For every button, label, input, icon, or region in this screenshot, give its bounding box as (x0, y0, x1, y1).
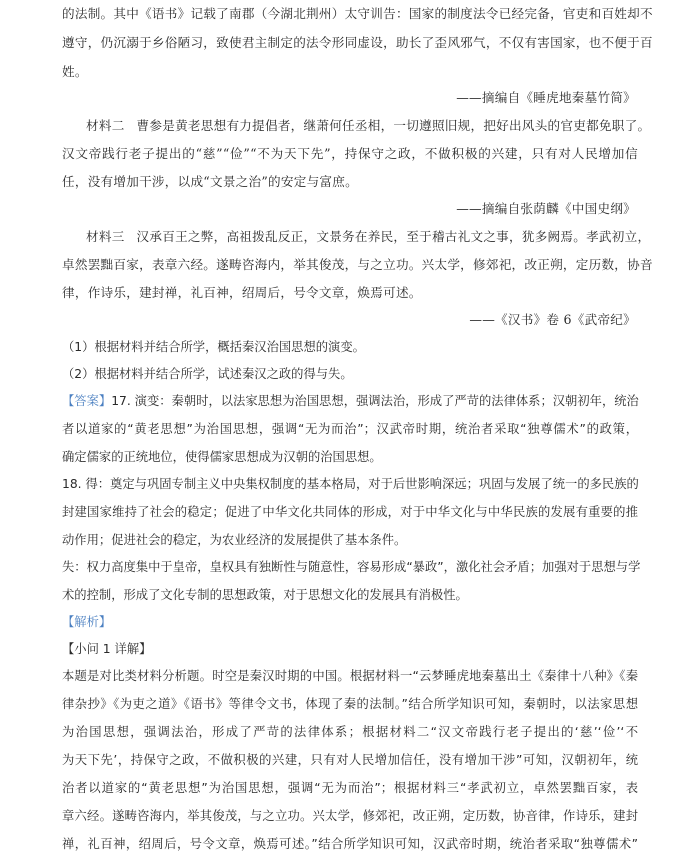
material-one-source: ——摘编自《睡虎地秦墓竹简》 (456, 90, 636, 105)
material-two-source: ——摘编自张荫麟《中国史纲》 (456, 201, 636, 216)
answer-line: 术的控制，形成了文化专制的思想政策，对于思想文化的发展具有消极性。 (62, 588, 468, 602)
material-two-label: 材料二 (86, 118, 125, 133)
material-three-text: 汉承百王之弊，高祖拨乱反正，文景务在养民，至于稽古礼文之事，犹多阙焉。孝武初立， (136, 229, 651, 244)
analysis-subheading: 【小问 1 详解】 (62, 642, 152, 656)
material-two-line: 汉文帝践行老子提出的“慈”“俭”“不为天下先”，持保守之政，不做积极的兴建，只有对人民增加信 (62, 146, 638, 161)
material-three-line: 卓然罢黜百家，表章六经。遂畴咨海内，举其俊茂，与之立功。兴太学，修郊祀，改正朔，定历数，协音 (62, 257, 653, 272)
answer-line: 失：权力高度集中于皇帝，皇权具有独断性与随意性，容易形成“暴政”，激化社会矛盾；加强对于思想与学 (62, 560, 641, 574)
analysis-tag: 【解析】 (62, 615, 112, 629)
answer-tag: 【答案】 (62, 394, 112, 408)
answer-first-line (62, 393, 638, 409)
analysis-line: 律杂抄》《为吏之道》《语书》等律令文书，体现了秦的法制。”结合所学知识可知，秦朝时，以法家思想 (62, 697, 638, 711)
material-one-line: 遵守，仍沉溺于乡俗陋习，致使君主制定的法令形同虚设，助长了歪风邪气，不仅有害国家，也不便于百 (62, 35, 653, 50)
analysis-line: 禅，礼百神，绍周后，号令文章，焕焉可述。”结合所学知识可知，汉武帝时期，统治者采取“独尊儒术” (62, 837, 638, 851)
material-one-line: 姓。 (62, 64, 88, 79)
material-three-first-line (86, 229, 651, 245)
answer-line: 动作用；促进社会的稳定，为农业经济的发展提供了基本条件。 (62, 533, 407, 547)
material-three-label: 材料三 (86, 229, 125, 244)
material-three-source: ——《汉书》卷 6《武帝纪》 (469, 312, 636, 327)
analysis-line: 为治国思想，强调法治，形成了严苛的法律体系；根据材料二“汉文帝践行老子提出的‘慈’‘俭’‘不 (62, 725, 638, 739)
question-1: （1）根据材料并结合所学，概括秦汉治国思想的演变。 (62, 340, 365, 354)
answer-line: 者以道家的“黄老思想”为治国思想，强调“无为而治”；汉武帝时期，统治者采取“独尊儒术”的政策， (62, 422, 638, 436)
answer-line: 封建国家维持了社会的稳定；促进了中华文化共同体的形成，对于中华文化与中华民族的发展有重要的推 (62, 505, 638, 519)
material-two-first-line (86, 118, 651, 134)
answer-text: 17. 演变：秦朝时，以法家思想为治国思想，强调法治，形成了严苛的法律体系；汉朝初年，统治 (111, 394, 639, 408)
answer-line: 18. 得：奠定与巩固专制主义中央集权制度的基本格局，对于后世影响深远；巩固与发展了统一的多民族的 (62, 477, 639, 491)
material-one-line: 的法制。其中《语书》记载了南郡（今湖北荆州）太守训告：国家的制度法令已经完备，官吏和百姓却不 (62, 6, 653, 21)
material-two-text: 曹参是黄老思想有力提倡者，继萧何任丞相，一切遵照旧规，把好出风头的官吏都免职了。 (136, 118, 651, 133)
analysis-line: 章六经。遂畴咨海内，举其俊茂，与之立功。兴太学，修郊祀，改正朔，定历数，协音律，作诗乐，建封 (62, 809, 638, 823)
material-three-line: 律，作诗乐，建封禅，礼百神，绍周后，号令文章，焕焉可述。 (62, 285, 422, 300)
answer-line: 确定儒家的正统地位，使得儒家思想成为汉朝的治国思想。 (62, 450, 382, 464)
analysis-line: 治者以道家的“黄老思想”为治国思想，强调“无为而治”；根据材料三“孝武初立，卓然罢黜百家，表 (62, 781, 638, 795)
question-2: （2）根据材料并结合所学，试述秦汉之政的得与失。 (62, 367, 353, 381)
analysis-line: 本题是对比类材料分析题。时空是秦汉时期的中国。根据材料一“云梦睡虎地秦墓出土《秦律十八种》《秦 (62, 669, 638, 683)
material-two-line: 任，没有增加干涉，以成“文景之治”的安定与富庶。 (62, 174, 358, 189)
analysis-line: 为天下先’，持保守之政，不做积极的兴建，只有对人民增加信任，没有增加干涉”可知，汉朝初年，统 (62, 753, 638, 767)
